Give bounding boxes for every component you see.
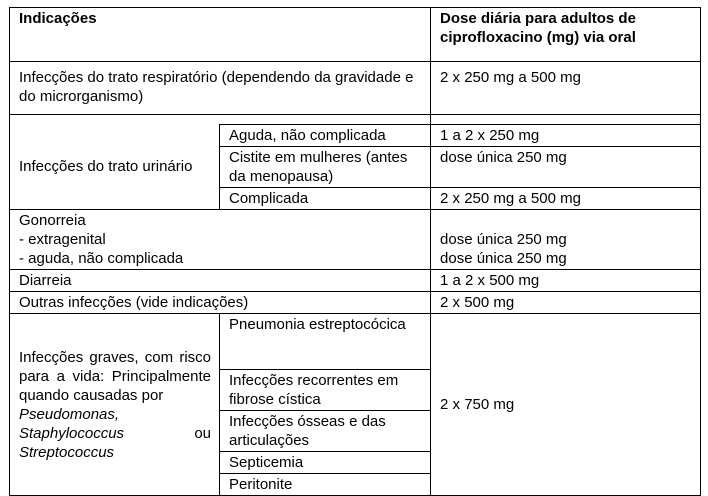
table-row: [10, 270, 701, 292]
table-row: [10, 67, 701, 115]
sub-indication: Cistite em mulheres (antes da menopausa): [220, 147, 431, 188]
dose-gonorrhea: [431, 210, 701, 270]
sub-indication: Pneumonia estreptocócica: [220, 314, 431, 370]
severe-organism: [19, 424, 211, 443]
header-row: [10, 8, 701, 62]
table-row: [10, 292, 701, 314]
severe-organism: [19, 405, 211, 424]
organism-name: Streptococcus: [19, 443, 115, 461]
dose-value: 2 x 250 mg a 500 mg: [431, 188, 701, 210]
organism-name: Staphylococcus: [19, 424, 125, 442]
conjunction: ou: [194, 424, 211, 442]
dose-value: 1 a 2 x 500 mg: [431, 270, 701, 292]
gonorrhea-sub: - extragenital: [19, 231, 106, 248]
dose-respiratory: 2 x 250 mg a 500 mg: [431, 67, 701, 115]
dose-value: 1 a 2 x 250 mg: [431, 125, 701, 147]
dose-severe: 2 x 750 mg: [431, 314, 701, 496]
header-indications: Indicações: [10, 8, 431, 62]
gonorrhea-sub: - aguda, não complicada: [19, 250, 184, 267]
dose-value: 2 x 500 mg: [431, 292, 701, 314]
sub-indication: Complicada: [220, 188, 431, 210]
severe-text: Infecções graves, com risco para a vida: Principalmente quando causadas por: [19, 348, 211, 404]
table-row: [10, 125, 701, 147]
table-row: [10, 314, 701, 370]
sub-indication: Infecções recorrentes em fibrose cística: [220, 370, 431, 411]
dose-value: dose única 250 mg: [440, 231, 567, 248]
spacer-row: [10, 115, 701, 125]
organism-name: Pseudomonas,: [19, 405, 120, 423]
indication-diarrhea: Diarreia: [10, 270, 431, 292]
severe-organism: [19, 443, 211, 462]
table-row: [10, 210, 701, 270]
indication-respiratory: Infecções do trato respiratório (dependendo da gravidade e do microrganismo): [10, 67, 431, 115]
indication-other: Outras infecções (vide indicações): [10, 292, 431, 314]
dosage-table: [9, 7, 701, 496]
header-dose: Dose diária para adultos de ciprofloxacino (mg) via oral: [431, 8, 701, 62]
sub-indication: Peritonite: [220, 474, 431, 496]
indication-urinary: Infecções do trato urinário: [10, 125, 220, 210]
sub-indication: Aguda, não complicada: [220, 125, 431, 147]
indication-gonorrhea: [10, 210, 431, 270]
dose-value: dose única 250 mg: [440, 250, 567, 267]
sub-indication: Septicemia: [220, 452, 431, 474]
dose-value: dose única 250 mg: [431, 147, 701, 188]
indication-severe: [10, 314, 220, 496]
gonorrhea-title: Gonorreia: [19, 212, 86, 229]
sub-indication: Infecções ósseas e das articulações: [220, 411, 431, 452]
